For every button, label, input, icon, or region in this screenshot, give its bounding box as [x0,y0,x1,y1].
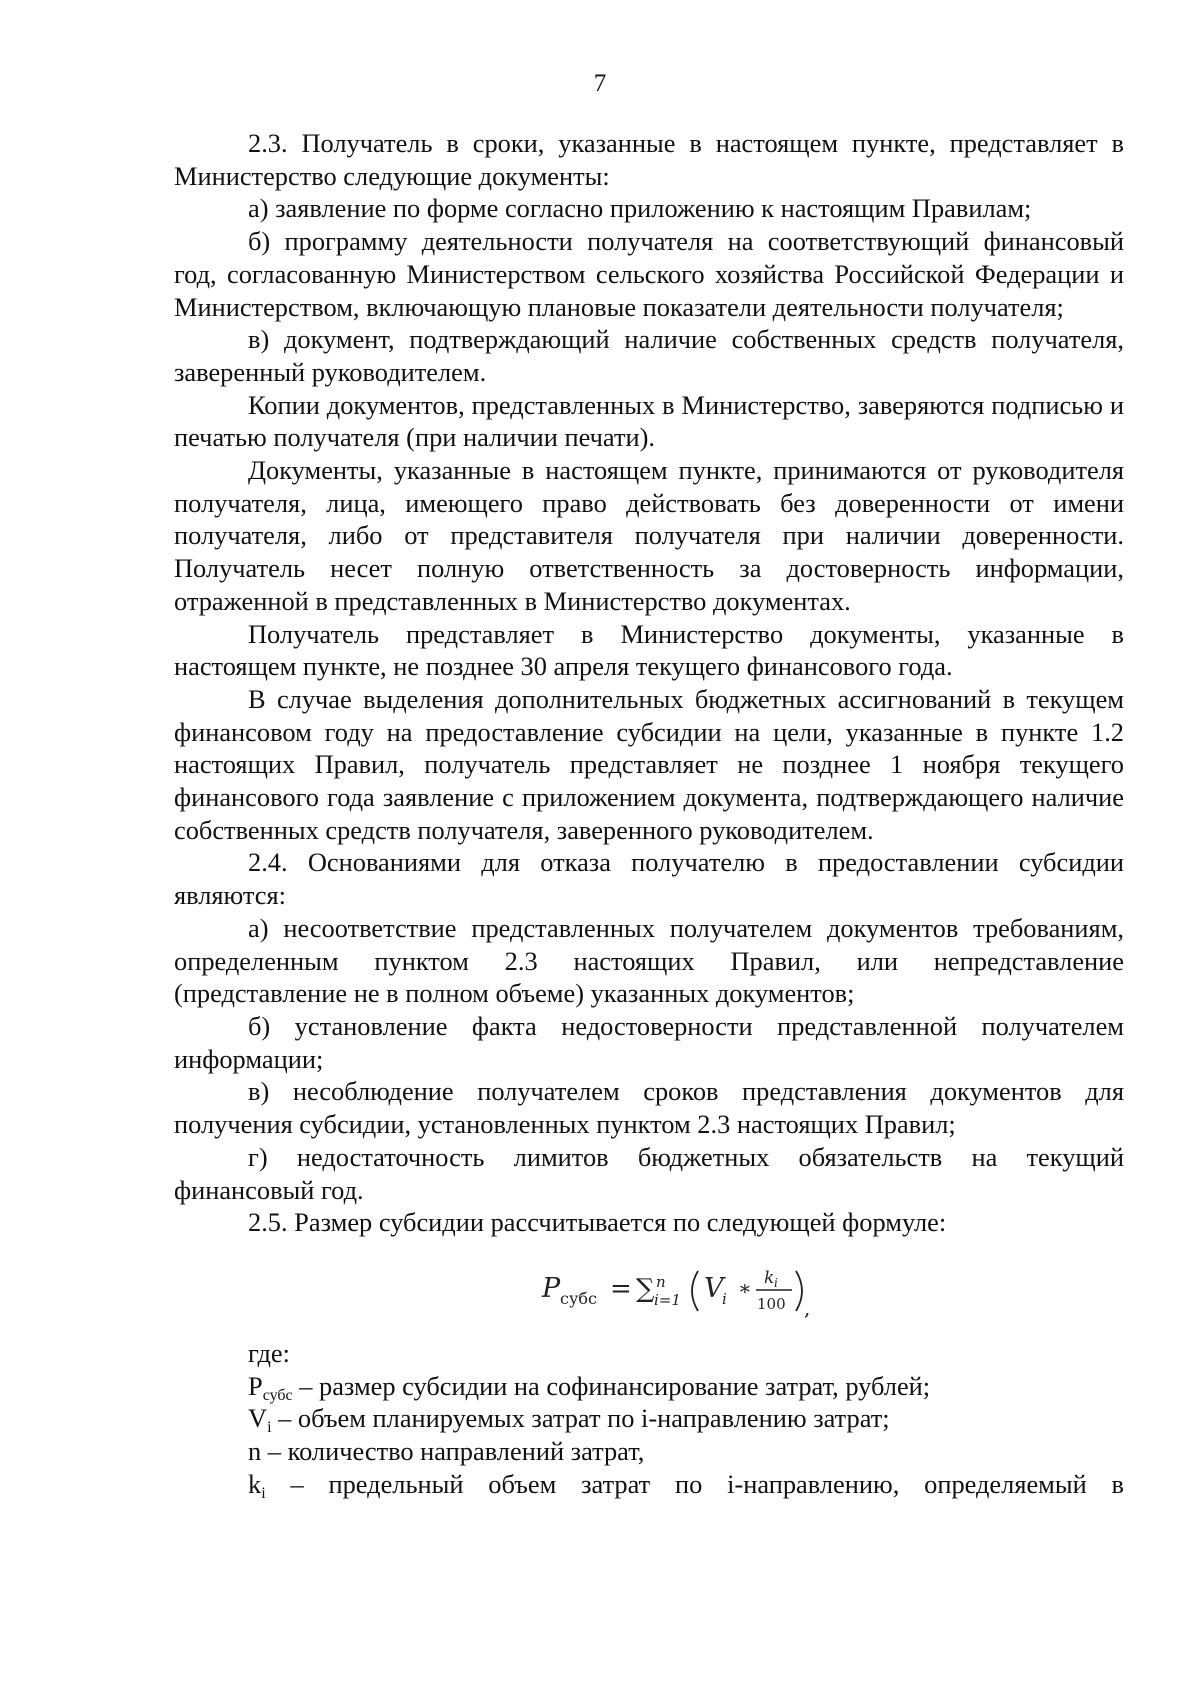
definition-n [174,1435,1124,1468]
paragraph-2-5: 2.5. Размер субсидии рассчитывается по следующей формуле: [248,1207,947,1238]
paragraph-2-3: 2.3. Получатель в сроки, указанные в настоящем пункте, представляет в Министерство следующие документы: [174,128,1124,191]
def-text: – предельный объем затрат по i-направлению, определяемый в [265,1468,1124,1499]
def-subscript: i [261,1484,266,1502]
paragraph-documents: Документы, указанные в настоящем пункте, принимаются от руководителя получателя, лица, имеющего право действовать без доверенности от имени получателя, либо от представителя получателя при наличии доверенности. Получатель несет полную ответственность за достоверность информации, отраженной в представленных в Министерство документах. [174,455,1124,616]
def-text: – размер субсидии на софинансирование затрат, рублей; [292,1370,931,1401]
where-label: где: [248,1337,290,1368]
def-symbol: V [248,1403,268,1434]
formula-trailing-comma: , [804,1295,811,1320]
subsidy-formula [174,1243,1124,1337]
formula-equals: = [610,1273,632,1304]
formula-var-v-sub: i [722,1289,727,1308]
refusal-item-b: б) установление факта недостоверности представленной получателем информации; [174,1010,1124,1074]
formula-var-v: V [704,1272,724,1304]
list-item-b: б) программу деятельности получателя на соответствующий финансовый год, согласованную Министерством сельского хозяйства Российской Федерации и Министерством, включающую плановые показатели деятельности получателя; [174,226,1124,322]
paragraph-deadline: Получатель представляет в Министерство документы, указанные в настоящем пункте, не позднее 30 апреля текущего финансового года. [174,618,1124,682]
formula-lhs-sub: субс [560,1288,597,1308]
formula-times: ∗ [738,1275,752,1300]
paragraph-2-4: 2.4. Основаниями для отказа получателю в предоставлении субсидии являются: [174,847,1124,911]
list-item-a: а) заявление по форме согласно приложению к настоящим Правилам; [248,193,1032,224]
def-symbol: P [248,1370,263,1401]
def-subscript: i [267,1419,272,1437]
refusal-item-a: а) несоответствие представленных получателем документов требованиям, определенным пунктом 2.3 настоящих Правил, или непредставление (представление не в полном объеме) указанных документов; [174,912,1124,1009]
paragraph-additional: В случае выделения дополнительных бюджетных ассигнований в текущем финансовом году на предоставление субсидии на цели, указанные в пункте 1.2 настоящих Правил, получатель представляет не позднее 1 ноября текущего финансового года заявление с приложением документа, подтверждающего наличие собственных средств получателя, заверенного руководителем. [174,683,1124,845]
definition-k-i [174,1468,1124,1501]
list-item-v: в) документ, подтверждающий наличие собственных средств получателя, заверенный руководителем. [174,324,1124,387]
def-symbol: k [248,1468,262,1499]
def-text: – объем планируемых затрат по i-направлению затрат; [271,1403,890,1434]
definition-v-i [174,1402,1124,1435]
refusal-item-g: г) недостаточность лимитов бюджетных обязательств на текущий финансовый год. [174,1141,1124,1205]
formula-sum-lower: i=1 [654,1290,681,1309]
formula-frac-den: 100 [757,1294,786,1313]
formula-graphic [534,1249,834,1329]
definition-p-subs [174,1370,1124,1403]
formula-right-paren [796,1271,802,1311]
def-symbol: n [248,1436,262,1467]
formula-frac-num-sub: i [774,1275,778,1290]
formula-left-paren [692,1271,698,1311]
refusal-item-v: в) несоблюдение получателем сроков представления документов для получения субсидии, установленных пунктом 2.3 настоящих Правил; [174,1076,1124,1140]
document-body [174,127,1124,1500]
def-text: – количество направлений затрат, [261,1436,645,1467]
formula-lhs: P [542,1272,561,1304]
def-subscript: субс [262,1386,293,1404]
formula-sum-upper: n [656,1272,666,1291]
formula-frac-num: k [764,1267,775,1288]
page-number: 7 [593,70,607,97]
paragraph-copies: Копии документов, представленных в Министерство, заверяются подписью и печатью получателя (при наличии печати). [174,389,1124,453]
formula-sum: ∑ [636,1273,655,1304]
